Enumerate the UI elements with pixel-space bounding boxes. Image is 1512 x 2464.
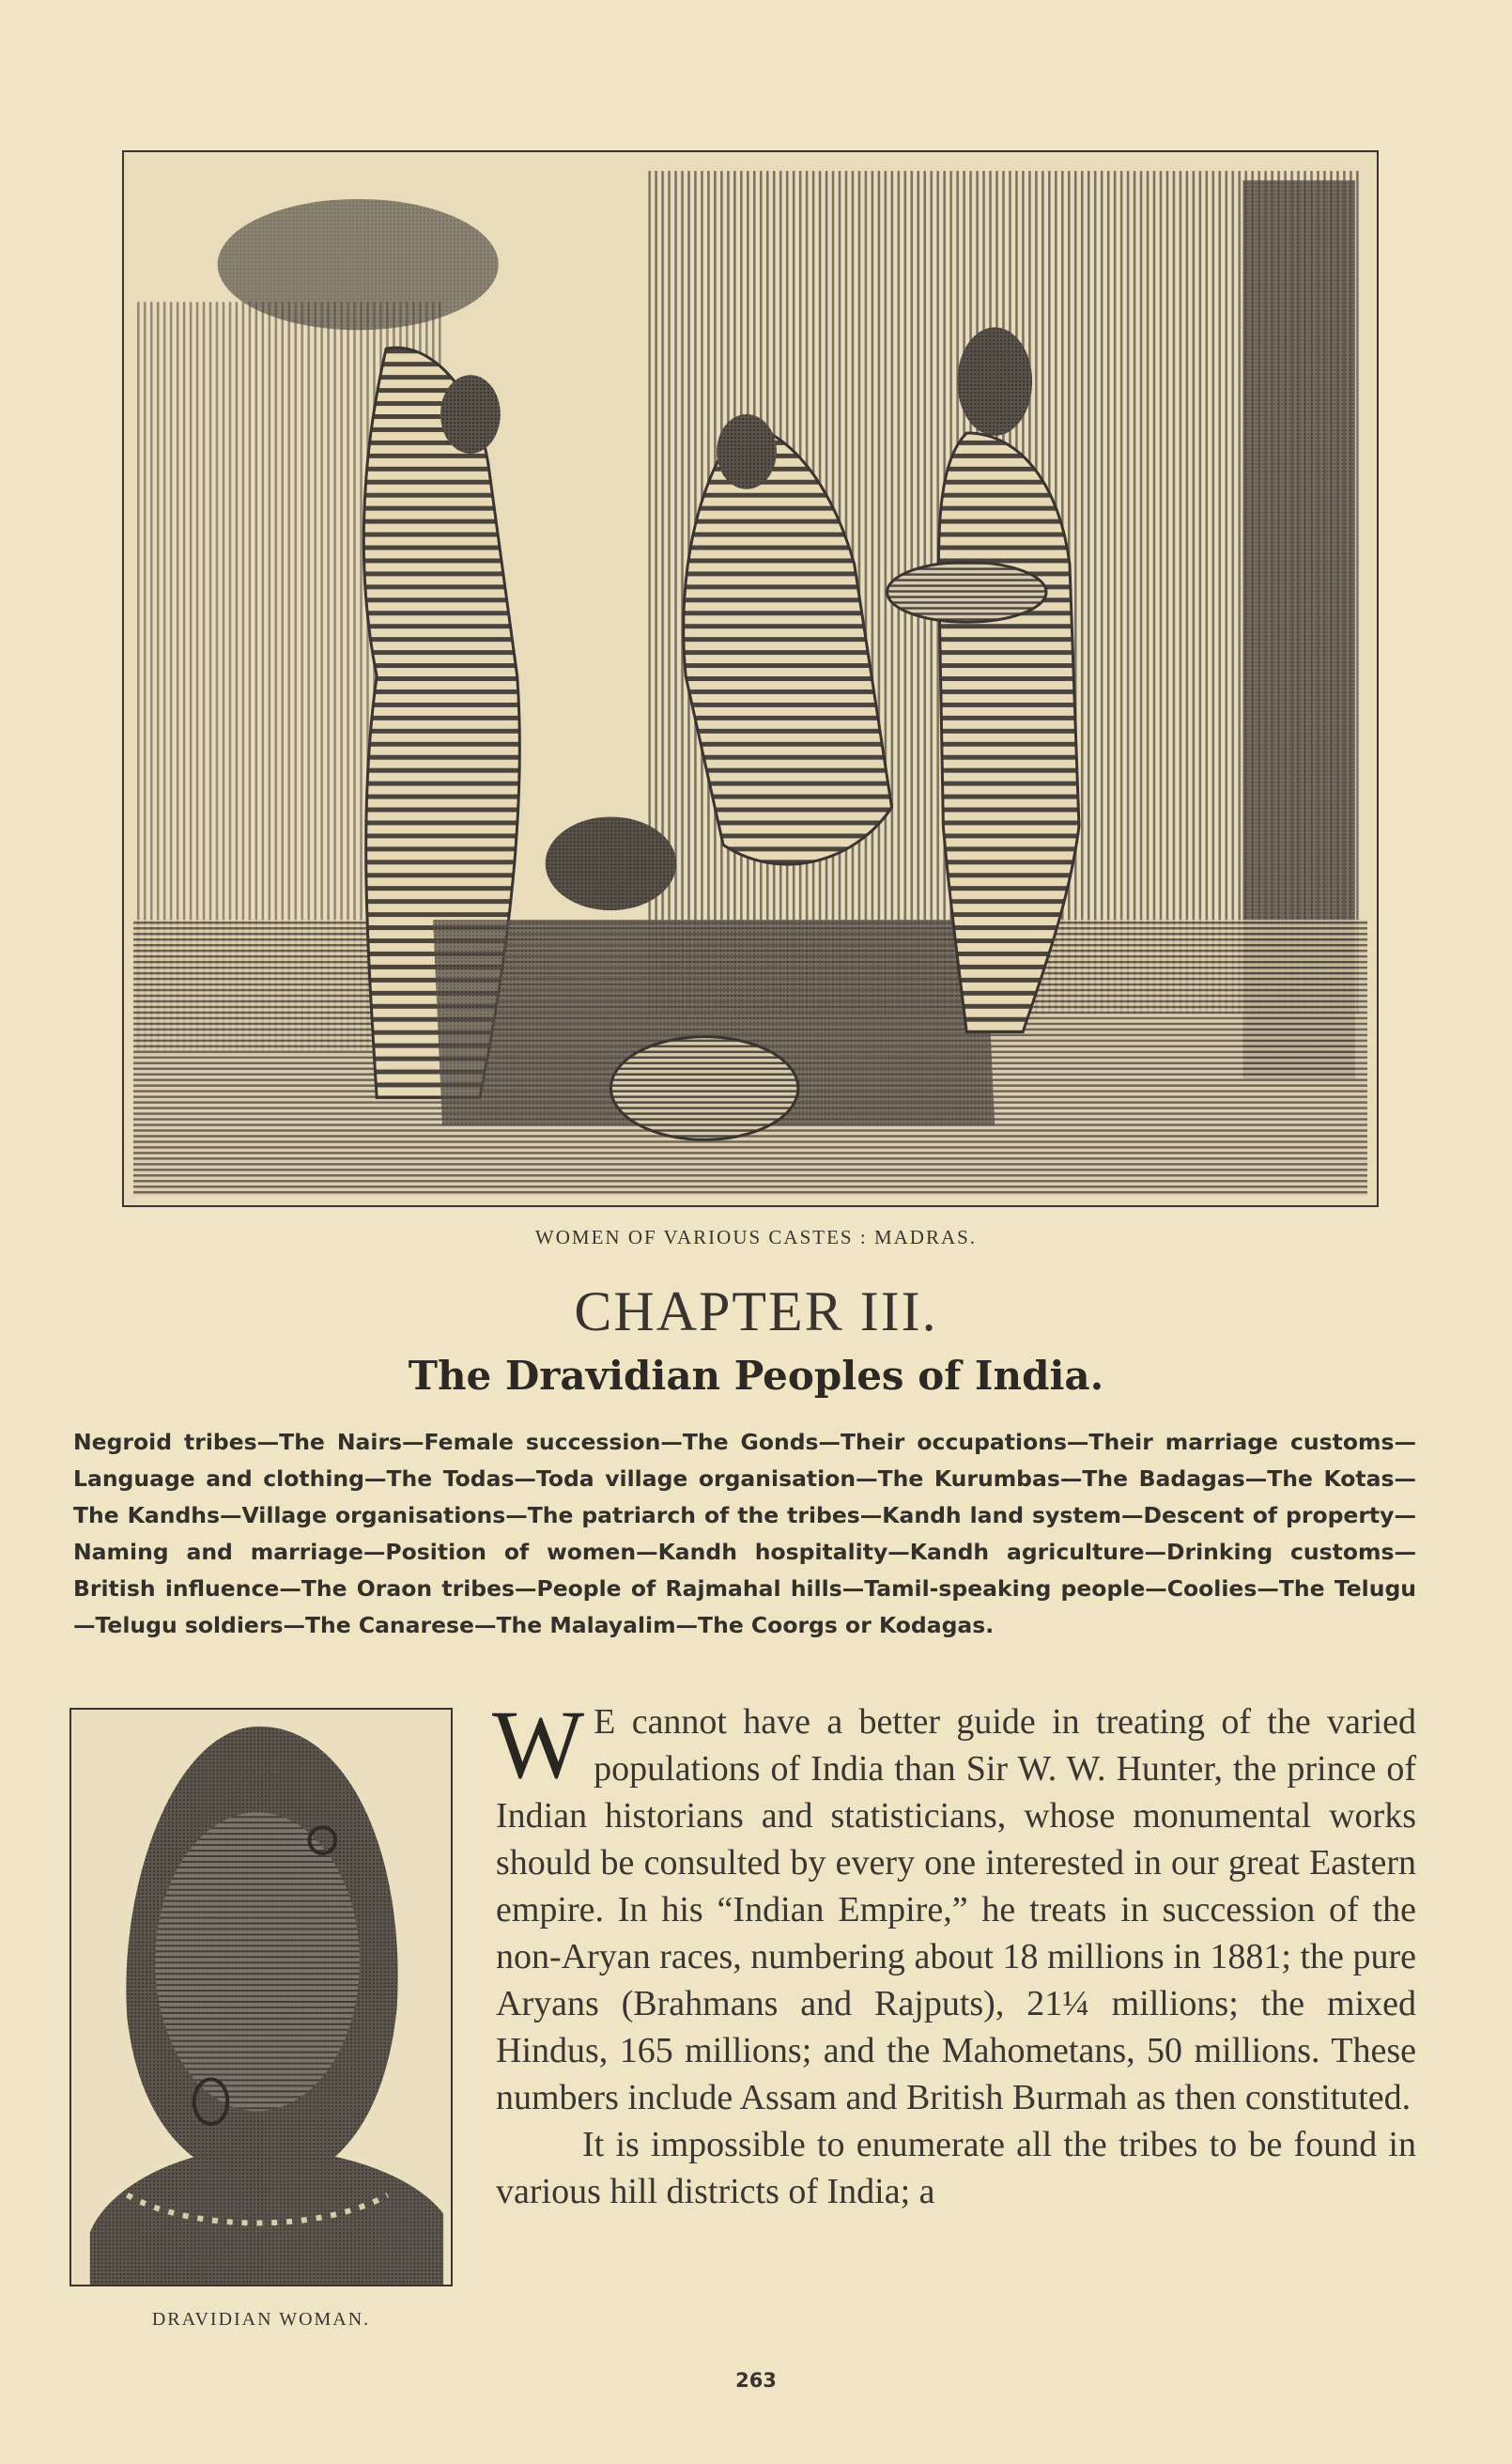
drop-cap: W xyxy=(492,1691,585,1799)
chapter-number: CHAPTER III. xyxy=(574,1280,938,1342)
engraving-women-of-various-castes xyxy=(122,150,1379,1207)
portrait-illustration xyxy=(71,1710,451,2285)
chapter-body-text xyxy=(492,1691,1416,2215)
opening-paragraph xyxy=(492,1691,1416,2121)
opening-paragraph-text: E cannot have a better guide in treating of the varied populations of India than Sir W. W. Hunter, the prince of Indian historians and statisticians, whose monumental works should be consulted by every one interested in our great Eastern empire. In his “Indian Empire,” he treats in succession of the non-Aryan races, numbering about 18 millions in 1881; the pure Aryans (Brahmans and Rajputs), 21¼ millions; the mixed Hindus, 165 millions; and the Mahometans, 50 millions. These numbers include Assam and British Burmah as then constituted. xyxy=(496,1702,1416,2117)
chapter-title: The Dravidian Peoples of India. xyxy=(408,1353,1104,1399)
engraving-illustration xyxy=(124,152,1377,1205)
chapter-synopsis: Negroid tribes—The Nairs—Female succession—The Gonds—Their occupations—Their marriage customs—Language and clothing—The Todas—Toda village organisation—The Kurumbas—The Badagas—The Kotas—The Kandhs—Village organisations—The patriarch of the tribes—Kandh land system—Descent of property—Naming and marriage—Position of women—Kandh hospitality—Kandh agriculture—Drinking customs—British influence—The Oraon tribes—People of Rajmahal hills—Tamil-speaking people—Coolies—The Telugu—Telugu soldiers—The Canarese—The Malayalim—The Coorgs or Kodagas. xyxy=(73,1429,1416,1638)
portrait-dravidian-woman xyxy=(69,1708,453,2286)
portrait-caption: DRAVIDIAN WOMAN. xyxy=(151,2309,371,2330)
figure-caption: WOMEN OF VARIOUS CASTES : MADRAS. xyxy=(534,1226,978,1248)
second-paragraph: It is impossible to enumerate all the tribes to be found in various hill districts of India; a xyxy=(496,2125,1416,2211)
page-number: 263 xyxy=(735,2369,777,2392)
